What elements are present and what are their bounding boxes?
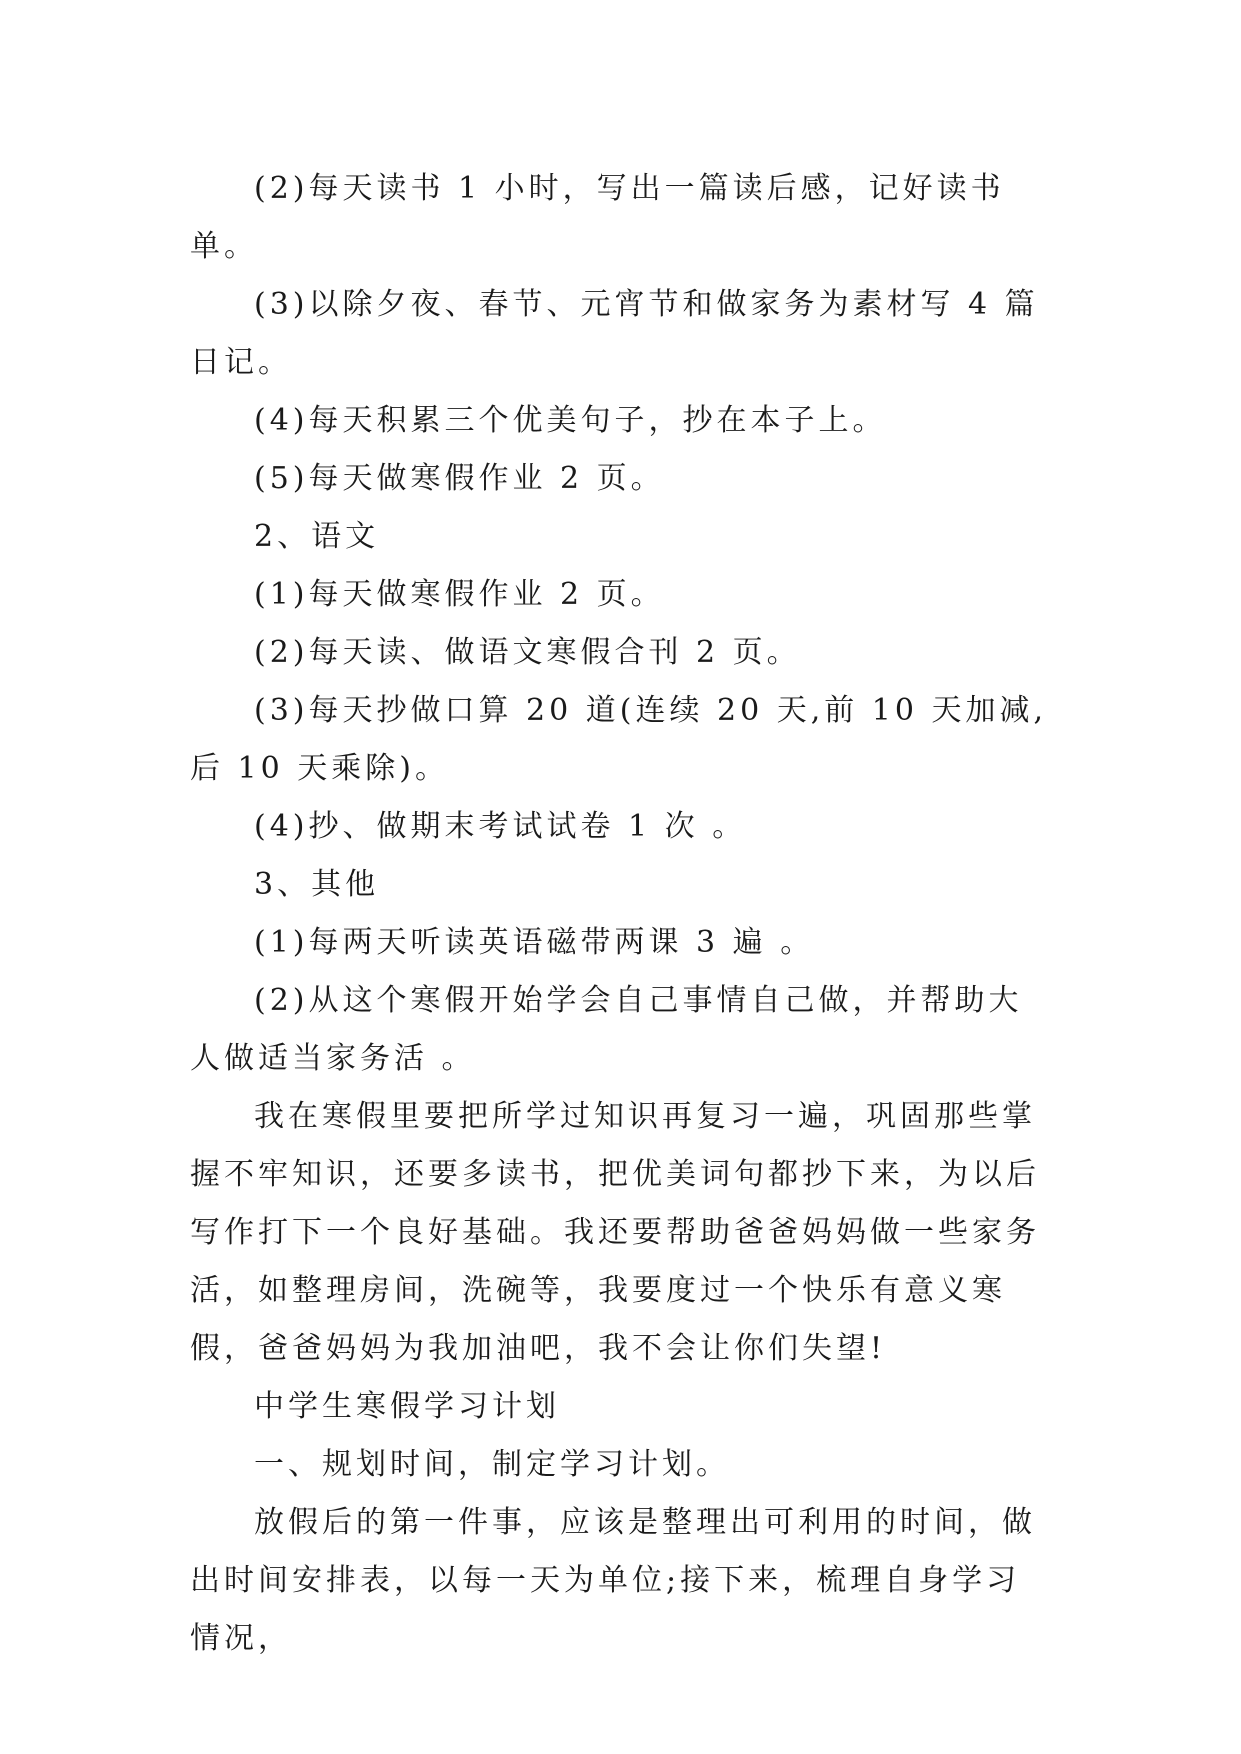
section-heading-chinese: 2、语文 bbox=[254, 519, 380, 554]
paragraph-english-tape: (1)每两天听读英语磁带两课 3 遍 。 bbox=[254, 925, 815, 960]
paragraph-homework-pages: (5)每天做寒假作业 2 页。 bbox=[254, 461, 665, 496]
paragraph-diary-writing: (3)以除夕夜、春节、元宵节和做家务为素材写 4 篇日记。 bbox=[190, 287, 1039, 380]
section-heading-plan-time: 一、规划时间，制定学习计划。 bbox=[254, 1447, 730, 1482]
paragraph-housework: (2)从这个寒假开始学会自己事情自己做，并帮助大人做适当家务活 。 bbox=[190, 983, 1023, 1076]
paragraph-exam-paper: (4)抄、做期末考试试卷 1 次 。 bbox=[254, 809, 747, 844]
paragraph-english-reading: (2)每天读书 1 小时，写出一篇读后感，记好读书单。 bbox=[190, 171, 1005, 264]
paragraph-chinese-journal: (2)每天读、做语文寒假合刊 2 页。 bbox=[254, 635, 801, 670]
paragraph-chinese-homework: (1)每天做寒假作业 2 页。 bbox=[254, 577, 665, 612]
paragraph-plan-details: 放假后的第一件事，应该是整理出可利用的时间，做出时间安排表，以每一天为单位;接下来，梳理自身学习情况， bbox=[190, 1505, 1036, 1656]
paragraph-summary: 我在寒假里要把所学过知识再复习一遍，巩固那些掌握不牢知识，还要多读书，把优美词句都抄下来，为以后写作打下一个良好基础。我还要帮助爸爸妈妈做一些家务活，如整理房间，洗碗等，我要度过一个快乐有意义寒假，爸爸妈妈为我加油吧，我不会让你们失望! bbox=[190, 1099, 1040, 1366]
article-title: 中学生寒假学习计划 bbox=[254, 1389, 560, 1424]
paragraph-sentence-collection: (4)每天积累三个优美句子，抄在本子上。 bbox=[254, 403, 887, 438]
section-heading-other: 3、其他 bbox=[254, 867, 380, 902]
document-body bbox=[190, 160, 1050, 1668]
paragraph-mental-math: (3)每天抄做口算 20 道(连续 20 天,前 10 天加减,后 10 天乘除)。 bbox=[190, 693, 1048, 786]
